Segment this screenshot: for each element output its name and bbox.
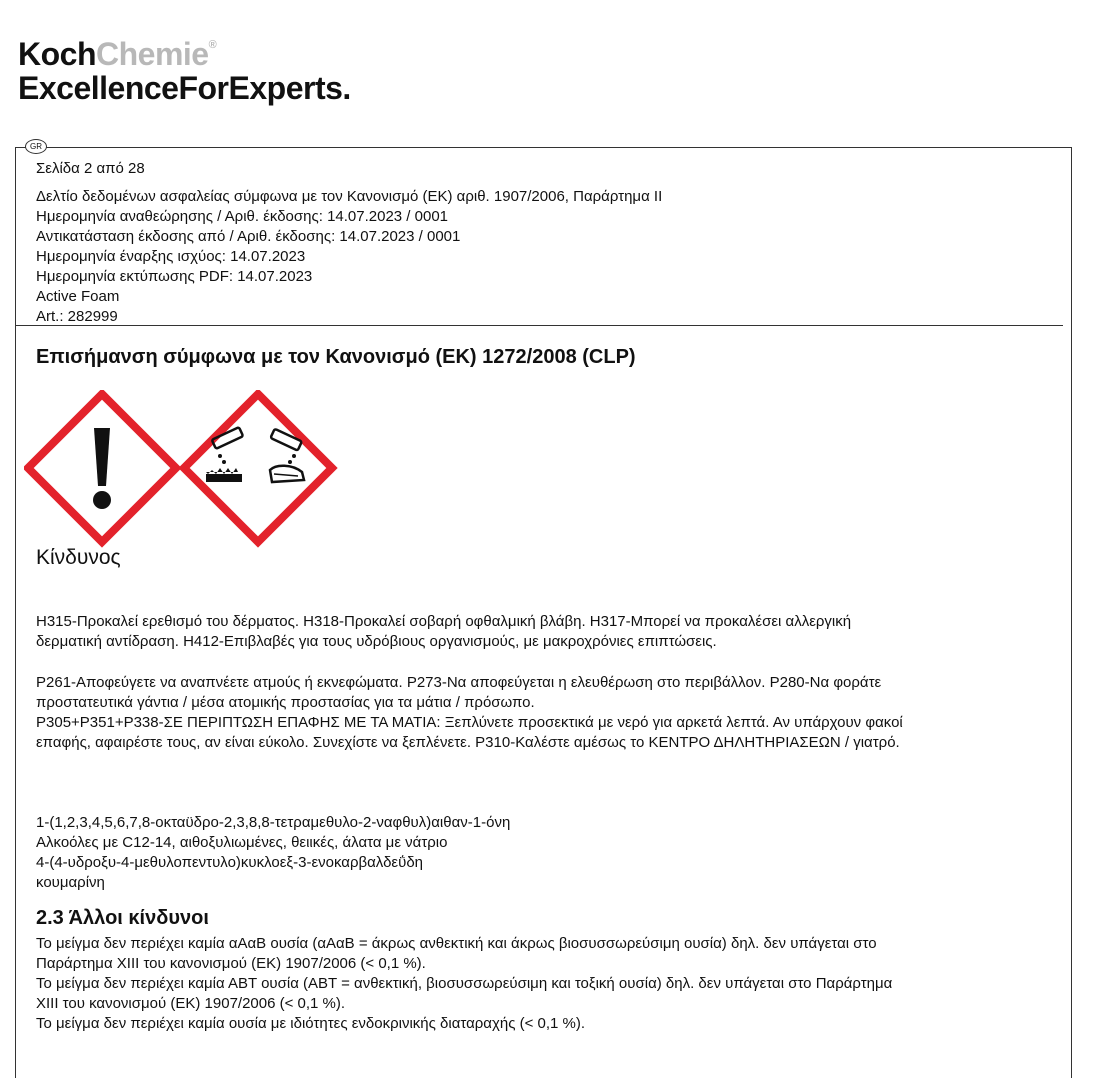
- header-replaces: Αντικατάσταση έκδοσης από / Αριθ. έκδοσης: 14.07.2023 / 0001: [36, 228, 461, 245]
- hazard-line: H315-Προκαλεί ερεθισμό του δέρματος. H318-Προκαλεί σοβαρή οφθαλμική βλάβη. H317-Μπορεί να προκαλέσει αλλεργική: [36, 613, 852, 630]
- brand-logo: [18, 38, 351, 104]
- country-badge: GR: [25, 139, 47, 154]
- other-hazards-line: Το μείγμα δεν περιέχει καμία ουσία με ιδιότητες ενδοκρινικής διαταραχής (< 0,1 %).: [36, 1015, 586, 1032]
- header-print-date: Ημερομηνία εκτύπωσης PDF: 14.07.2023: [36, 268, 313, 285]
- header-divider: [15, 325, 1063, 326]
- logo-chemie: Chemie: [96, 36, 209, 72]
- other-hazards-line: Το μείγμα δεν περιέχει καμία ΑΒΤ ουσία (ΑΒΤ = ανθεκτική, βιοσυσσωρεύσιμη και τοξική ουσία) δηλ. δεν υπάγεται στο Παράρτημα: [36, 975, 893, 992]
- precaution-line: P305+P351+P338-ΣΕ ΠΕΡΙΠΤΩΣΗ ΕΠΑΦΗΣ ΜΕ ΤΑ ΜΑΤΙΑ: Ξεπλύνετε προσεκτικά με νερό για αρκετά λεπτά. Αν υπάρχουν φακοί: [36, 714, 903, 731]
- substance-item: κουμαρίνη: [36, 874, 105, 891]
- section-title: Επισήμανση σύμφωνα με τον Κανονισμό (ΕΚ) 1272/2008 (CLP): [36, 346, 636, 368]
- exclamation-mark-pictogram-icon: [28, 394, 176, 542]
- ghs-pictograms: [24, 390, 344, 550]
- other-hazards-line: Το μείγμα δεν περιέχει καμία αΑαΒ ουσία (αΑαΒ = άκρως ανθεκτική και άκρως βιοσυσσωρεύσιμη ουσία) δηλ. δεν υπάγεται στο: [36, 935, 877, 952]
- page-number: Σελίδα 2 από 28: [36, 160, 145, 177]
- hazardous-substances-list: [36, 813, 1066, 893]
- other-hazards-text: [36, 934, 1066, 1034]
- other-hazards-title: 2.3 Άλλοι κίνδυνοι: [36, 907, 209, 929]
- header-regulation: Δελτίο δεδομένων ασφαλείας σύμφωνα με τον Κανονισμό (ΕΚ) αριθ. 1907/2006, Παράρτημα II: [36, 188, 663, 205]
- hazard-statements: [36, 612, 1066, 652]
- precautionary-statements: [36, 673, 1066, 753]
- logo-koch: Koch: [18, 36, 96, 72]
- hazard-line: δερματική αντίδραση. H412-Επιβλαβές για τους υδρόβιους οργανισμούς, με μακροχρόνιες επιπτώσεις.: [36, 633, 717, 650]
- substance-item: 4-(4-υδροξυ-4-μεθυλοπεντυλο)κυκλοεξ-3-ενοκαρβαλδεΰδη: [36, 854, 424, 871]
- header-effective-date: Ημερομηνία έναρξης ισχύος: 14.07.2023: [36, 248, 306, 265]
- header-revision-date: Ημερομηνία αναθεώρησης / Αριθ. έκδοσης: 14.07.2023 / 0001: [36, 208, 449, 225]
- signal-word: Κίνδυνος: [36, 546, 121, 569]
- other-hazards-line: XIII του κανονισμού (ΕΚ) 1907/2006 (< 0,1 %).: [36, 995, 346, 1012]
- product-name: Active Foam: [36, 288, 120, 305]
- substance-item: Αλκοόλες με C12-14, αιθοξυλιωμένες, θειικές, άλατα με νάτριο: [36, 834, 448, 851]
- corrosion-pictogram-icon: [184, 394, 332, 542]
- logo-wordmark: [18, 38, 351, 70]
- precaution-line: προστατευτικά γάντια / μέσα ατομικής προστασίας για τα μάτια / πρόσωπο.: [36, 694, 535, 711]
- substance-item: 1-(1,2,3,4,5,6,7,8-οκταϋδρο-2,3,8,8-τετραμεθυλο-2-ναφθυλ)αιθαν-1-όνη: [36, 814, 511, 831]
- document-header: [36, 159, 662, 327]
- article-number: Art.: 282999: [36, 308, 118, 325]
- logo-tagline: ExcellenceForExperts.: [18, 70, 351, 106]
- registered-mark: ®: [208, 39, 217, 51]
- precaution-line: επαφής, αφαιρέστε τους, αν είναι εύκολο. Συνεχίστε να ξεπλένετε. P310-Καλέστε αμέσως το ΚΕΝΤΡΟ ΔΗΛΗΤΗΡΙΑΣΕΩΝ / γιατρό.: [36, 734, 900, 751]
- precaution-line: P261-Αποφεύγετε να αναπνέετε ατμούς ή εκνεφώματα. P273-Να αποφεύγεται η ελευθέρωση στο περιβάλλον. P280-Να φοράτε: [36, 674, 882, 691]
- other-hazards-line: Παράρτημα XIII του κανονισμού (ΕΚ) 1907/2006 (< 0,1 %).: [36, 955, 426, 972]
